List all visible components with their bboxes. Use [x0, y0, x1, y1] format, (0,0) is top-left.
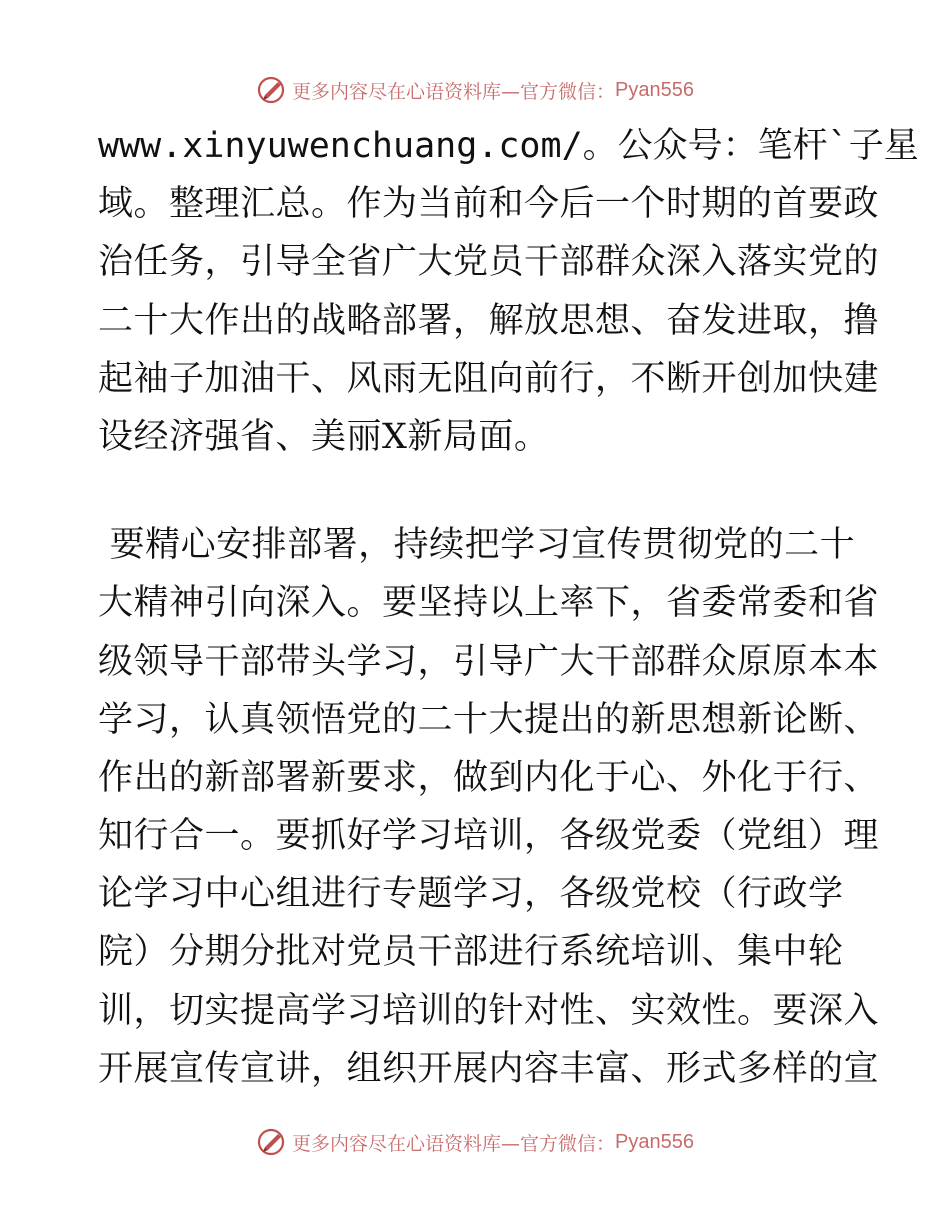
- text-line: 训，切实提高学习培训的针对性、实效性。要深入: [98, 990, 880, 1031]
- document-body: [98, 117, 919, 1098]
- paragraph-2: [98, 516, 880, 1098]
- text-line: 大精神引向深入。要坚持以上率下，省委常委和省: [98, 583, 880, 624]
- banner-text: 更多内容尽在心语资料库—官方微信：: [292, 1132, 616, 1155]
- text-line: www.xinyuwenchuang.com/。公众号：笔杆`子星: [98, 126, 919, 166]
- pen-logo-icon: [256, 1126, 288, 1158]
- text-line: 治任务，引导全省广大党员干部群众深入落实党的: [98, 242, 880, 283]
- banner-text: 更多内容尽在心语资料库—官方微信：: [292, 80, 616, 103]
- text-line: 级领导干部带头学习，引导广大干部群众原原本本: [98, 641, 880, 682]
- footer-banner: [0, 1122, 950, 1162]
- text-line: 设经济强省、美丽X新局面。: [98, 416, 550, 457]
- text-line: 二十大作出的战略部署，解放思想、奋发进取，撸: [98, 300, 880, 341]
- text-line: 域。整理汇总。作为当前和今后一个时期的首要政: [98, 184, 880, 225]
- text-line: 知行合一。要抓好学习培训，各级党委（党组）理: [98, 816, 880, 857]
- text-line: 学习，认真领悟党的二十大提出的新思想新论断、: [98, 699, 880, 740]
- text-line: 院）分期分批对党员干部进行系统培训、集中轮: [98, 932, 844, 973]
- text-line: 起袖子加油干、风雨无阻向前行，不断开创加快建: [98, 358, 880, 399]
- banner-wechat-id: Pyan556: [615, 78, 694, 101]
- text-line: 要精心安排部署，持续把学习宣传贯彻党的二十: [98, 525, 856, 566]
- banner-wechat-id: Pyan556: [615, 1130, 694, 1153]
- text-line: 作出的新部署新要求，做到内化于心、外化于行、: [98, 757, 880, 798]
- header-banner: [0, 70, 950, 110]
- pen-logo-icon: [256, 74, 288, 106]
- paragraph-gap: [98, 466, 858, 516]
- text-line: 开展宣传宣讲，组织开展内容丰富、形式多样的宣: [98, 1048, 880, 1089]
- paragraph-1: [98, 117, 919, 466]
- text-line: 论学习中心组进行专题学习，各级党校（行政学: [98, 874, 844, 915]
